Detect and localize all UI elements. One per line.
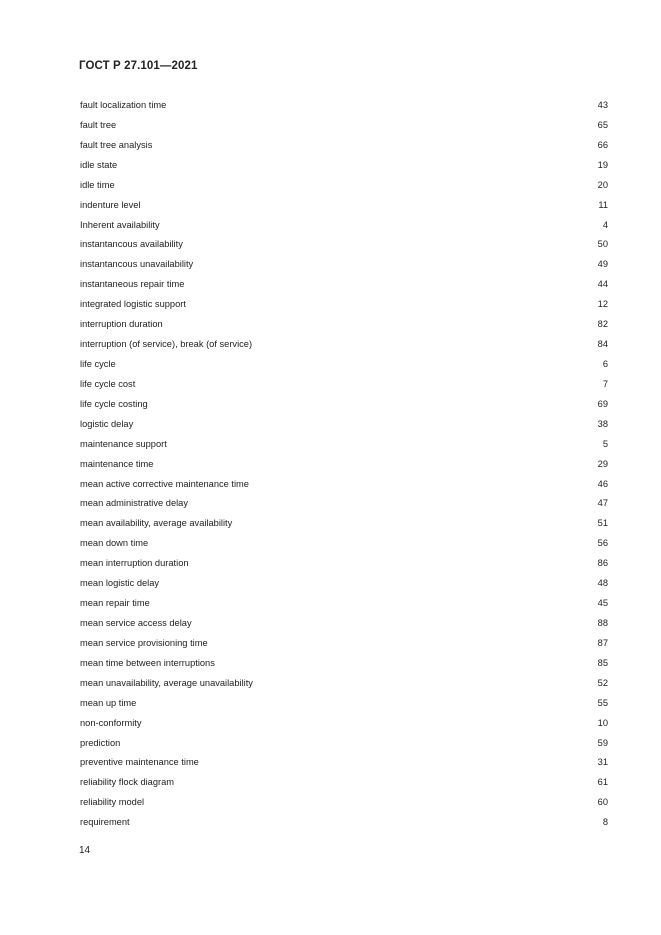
index-entry — [80, 136, 608, 156]
index-entry — [80, 753, 608, 773]
index-term-number: 45 — [597, 598, 608, 609]
index-entry — [80, 813, 608, 833]
index-entry — [80, 295, 608, 315]
index-entry — [80, 196, 608, 216]
index-term-number: 12 — [597, 299, 608, 310]
index-entry — [80, 375, 608, 395]
index-term: mean down time — [80, 538, 149, 549]
index-term-number: 66 — [597, 139, 608, 150]
term-index-list — [80, 96, 608, 833]
index-term: mean logistic delay — [80, 578, 160, 589]
index-term: life cycle cost — [80, 378, 136, 389]
index-entry — [80, 614, 608, 634]
index-entry — [80, 654, 608, 674]
index-term-number: 49 — [597, 259, 608, 270]
index-term: logistic delay — [80, 418, 134, 429]
index-entry — [80, 116, 608, 136]
index-term-number: 5 — [602, 438, 608, 449]
index-entry — [80, 415, 608, 435]
index-term: mean repair time — [80, 598, 150, 609]
index-term: non-conformity — [80, 717, 142, 728]
index-term-number: 31 — [597, 757, 608, 768]
index-term-number: 10 — [597, 717, 608, 728]
index-entry — [80, 235, 608, 255]
index-term-number: 69 — [597, 398, 608, 409]
index-term: mean service access delay — [80, 617, 192, 628]
index-term-number: 43 — [597, 100, 608, 110]
index-term: mean availability, average availability — [80, 518, 233, 529]
index-term: maintenance support — [80, 438, 167, 449]
index-entry — [80, 475, 608, 495]
document-header: ГОСТ Р 27.101—2021 — [79, 60, 198, 72]
index-term-number: 4 — [602, 219, 608, 230]
index-term-number: 86 — [597, 558, 608, 569]
index-term-number: 51 — [597, 518, 608, 529]
index-term: preventive maintenance time — [80, 757, 199, 768]
index-term: maintenance time — [80, 458, 154, 469]
index-term-number: 8 — [602, 817, 608, 828]
index-term-number: 46 — [597, 478, 608, 489]
index-term: mean unavailability, average unavailability — [80, 677, 253, 688]
index-term: fault tree analysis — [80, 139, 153, 150]
index-entry — [80, 96, 608, 116]
index-term-number: 7 — [602, 378, 608, 389]
index-entry — [80, 176, 608, 196]
index-term: idle time — [80, 179, 115, 190]
index-term-number: 20 — [597, 179, 608, 190]
index-term: instantaneous repair time — [80, 279, 185, 290]
index-entry — [80, 494, 608, 514]
index-entry — [80, 674, 608, 694]
index-entry — [80, 534, 608, 554]
index-entry — [80, 714, 608, 734]
index-term-number: 84 — [597, 339, 608, 350]
index-term-number: 6 — [602, 358, 608, 369]
index-term: reliability flock diagram — [80, 777, 175, 788]
index-term-number: 52 — [597, 677, 608, 688]
index-term: instantancous unavailability — [80, 259, 194, 270]
index-term: Inherent availability — [80, 219, 160, 230]
index-term: requirement — [80, 817, 130, 828]
index-entry — [80, 455, 608, 475]
index-entry — [80, 156, 608, 176]
index-entry — [80, 435, 608, 455]
index-entry — [80, 395, 608, 415]
index-entry — [80, 216, 608, 236]
index-term-number: 47 — [597, 498, 608, 509]
index-term-number: 19 — [597, 159, 608, 170]
index-term: mean administrative delay — [80, 498, 188, 509]
index-term-number: 88 — [597, 617, 608, 628]
index-term: integrated logistic support — [80, 299, 186, 310]
index-entry — [80, 335, 608, 355]
index-entry — [80, 574, 608, 594]
index-term-number: 44 — [597, 279, 608, 290]
index-term-number: 59 — [597, 737, 608, 748]
index-term: reliability model — [80, 797, 145, 808]
index-entry — [80, 734, 608, 754]
index-term: idle state — [80, 159, 118, 170]
index-entry — [80, 594, 608, 614]
index-entry — [80, 255, 608, 275]
index-term: mean time between interruptions — [80, 657, 215, 668]
index-term: mean interruption duration — [80, 558, 189, 569]
index-term: life cycle — [80, 358, 116, 369]
index-term-number: 85 — [597, 657, 608, 668]
index-term-number: 61 — [597, 777, 608, 788]
index-term-number: 60 — [597, 797, 608, 808]
index-term-number: 55 — [597, 697, 608, 708]
index-term-number: 56 — [597, 538, 608, 549]
index-term-number: 50 — [597, 239, 608, 250]
index-term: prediction — [80, 737, 121, 748]
index-entry — [80, 315, 608, 335]
index-term: indenture level — [80, 199, 141, 210]
index-term-number: 82 — [597, 319, 608, 330]
index-term: instantancous availability — [80, 239, 183, 250]
page-number: 14 — [79, 845, 91, 856]
index-entry — [80, 694, 608, 714]
index-entry — [80, 793, 608, 813]
index-term: fault tree — [80, 119, 117, 130]
index-entry — [80, 634, 608, 654]
index-term-number: 48 — [597, 578, 608, 589]
index-term: interruption (of service), break (of service) — [80, 339, 253, 350]
index-term-number: 29 — [597, 458, 608, 469]
index-term: mean service provisioning time — [80, 637, 208, 648]
index-entry — [80, 773, 608, 793]
index-entry — [80, 355, 608, 375]
index-term: mean active corrective maintenance time — [80, 478, 249, 489]
index-term: life cycle costing — [80, 398, 148, 409]
index-entry — [80, 554, 608, 574]
index-term-number: 11 — [598, 199, 608, 210]
index-term: fault localization time — [80, 100, 167, 110]
index-term: mean up time — [80, 697, 137, 708]
index-entry — [80, 275, 608, 295]
index-term-number: 38 — [597, 418, 608, 429]
index-term-number: 87 — [597, 637, 608, 648]
index-term-number: 65 — [597, 119, 608, 130]
index-term: interruption duration — [80, 319, 163, 330]
index-entry — [80, 514, 608, 534]
